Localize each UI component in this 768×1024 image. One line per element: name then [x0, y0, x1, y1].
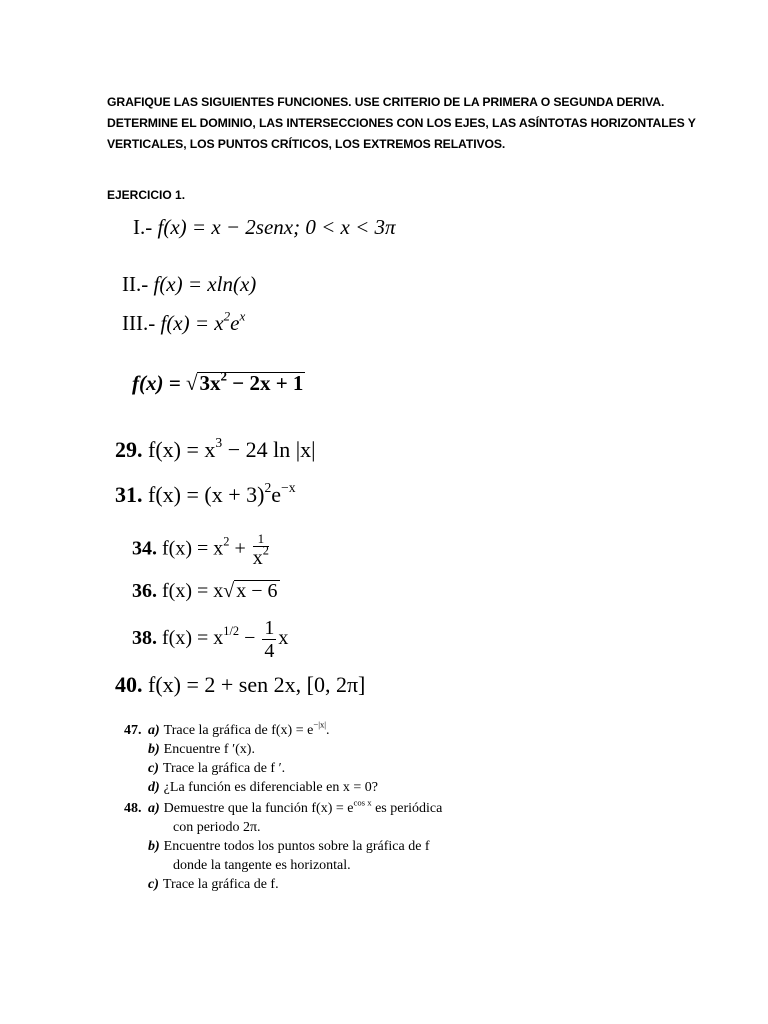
problem-31-b: e — [271, 482, 282, 507]
problem-47-item-a-letter: a) — [148, 723, 160, 738]
problem-36-a: f(x) = x — [162, 580, 224, 602]
instructions — [107, 92, 696, 155]
function-sqrt — [132, 368, 305, 396]
instruction-line-2: DETERMINE EL DOMINIO, LAS INTERSECCIONES CON LOS EJES, LAS ASÍNTOTAS HORIZONTALES Y — [107, 116, 696, 130]
function-ii-expression: f(x) = xln(x) — [153, 272, 257, 296]
problem-34-frac-num: 1 — [253, 532, 269, 547]
problem-48-number: 48. — [124, 801, 142, 816]
instruction-line-3: VERTICALES, LOS PUNTOS CRÍTICOS, LOS EXTREMOS RELATIVOS. — [107, 137, 506, 151]
function-sqrt-lhs: f(x) = — [132, 371, 186, 395]
sqrt-symbol: √ — [223, 580, 235, 602]
problem-48-item-b-letter: b) — [148, 839, 160, 854]
problem-47-item-a-sup: −|x| — [313, 719, 327, 730]
exercise-title: EJERCICIO 1. — [107, 188, 186, 202]
problem-36-number: 36. — [132, 580, 157, 602]
problem-34-b: + — [229, 537, 251, 560]
function-iii-exp1: 2 — [223, 308, 231, 324]
function-iii-mid: e — [230, 311, 240, 335]
problem-36-radicand: x − 6 — [236, 580, 278, 602]
problem-31-number: 31. — [115, 482, 143, 507]
function-sqrt-radicand-b: − 2x + 1 — [227, 371, 304, 395]
function-ii-label: II.- — [122, 272, 149, 296]
problem-48-item-b-cont: donde la tangente es horizontal. — [173, 858, 351, 873]
problem-36 — [132, 580, 280, 603]
problem-34-exp: 2 — [223, 534, 230, 549]
problem-40-number: 40. — [115, 672, 143, 697]
problem-34 — [132, 532, 271, 568]
problem-38-number: 38. — [132, 627, 157, 650]
function-ii — [122, 272, 256, 297]
problem-47-item-d: ¿La función es diferenciable en x = 0? — [163, 780, 378, 795]
problem-29-a: f(x) = x — [148, 437, 216, 462]
problem-31-exp: 2 — [264, 479, 272, 495]
problem-48-item-a-tail: es periódica — [371, 801, 443, 816]
function-i-expression: f(x) = x − 2senx; 0 < x < 3π — [157, 215, 396, 239]
problem-48-item-a: Demuestre que la función f(x) = e — [163, 801, 354, 816]
problem-48-item-b: Encuentre todos los puntos sobre la gráfica de f — [163, 839, 430, 854]
problem-47-item-c: Trace la gráfica de f ′. — [162, 761, 286, 776]
problem-38-c: x — [278, 627, 289, 650]
problem-48-item-a-letter: a) — [148, 801, 160, 816]
problem-38 — [132, 618, 288, 661]
sqrt-symbol: √ — [185, 371, 198, 395]
function-i — [133, 215, 396, 240]
problem-34-den-exp: 2 — [262, 543, 269, 558]
problem-38-a: f(x) = x — [162, 627, 224, 650]
problem-47-item-b: Encuentre f ′(x). — [163, 742, 255, 757]
problem-47 — [124, 721, 378, 797]
problem-38-fraction — [262, 618, 276, 661]
problem-29-exp: 3 — [215, 434, 223, 450]
problem-47-number: 47. — [124, 723, 142, 738]
problem-29-number: 29. — [115, 437, 143, 462]
function-iii — [122, 308, 246, 336]
problem-48-item-a-cont: con periodo 2π. — [173, 820, 261, 835]
problem-48-item-c: Trace la gráfica de f. — [162, 877, 279, 892]
function-sqrt-radicand-a: 3x — [199, 371, 221, 395]
function-iii-base: f(x) = x — [160, 311, 224, 335]
problem-47-item-a-tail: . — [326, 723, 330, 738]
problem-29-b: − 24 ln |x| — [222, 437, 316, 462]
problem-31-exp2: −x — [281, 479, 296, 495]
problem-29 — [115, 434, 316, 463]
problem-47-item-d-letter: d) — [148, 780, 160, 795]
function-sqrt-exp: 2 — [220, 368, 227, 384]
problem-34-number: 34. — [132, 537, 157, 560]
problem-40-expression: f(x) = 2 + sen 2x, [0, 2π] — [148, 672, 366, 697]
problem-48 — [124, 799, 442, 894]
problem-34-a: f(x) = x — [162, 537, 224, 560]
problem-38-exp: 1/2 — [223, 623, 240, 638]
function-i-label: I.- — [133, 215, 153, 239]
problem-38-frac-num: 1 — [264, 617, 275, 639]
problem-31-a: f(x) = (x + 3) — [148, 482, 265, 507]
instruction-line-1: GRAFIQUE LAS SIGUIENTES FUNCIONES. USE CRITERIO DE LA PRIMERA O SEGUNDA DERIVA. — [107, 95, 665, 109]
function-iii-label: III.- — [122, 311, 156, 335]
function-iii-exp2: x — [239, 308, 246, 324]
problem-47-item-c-letter: c) — [148, 761, 159, 776]
problem-34-fraction — [253, 532, 269, 568]
problem-38-frac-den: 4 — [264, 640, 275, 662]
problem-40 — [115, 672, 365, 698]
problem-47-item-b-letter: b) — [148, 742, 160, 757]
problem-48-item-c-letter: c) — [148, 877, 159, 892]
problem-38-b: − — [239, 627, 261, 650]
problem-47-item-a: Trace la gráfica de f(x) = e — [163, 723, 314, 738]
problem-31 — [115, 479, 296, 508]
problem-48-item-a-sup: cos x — [353, 797, 372, 808]
problem-34-frac-den: x — [252, 547, 263, 569]
